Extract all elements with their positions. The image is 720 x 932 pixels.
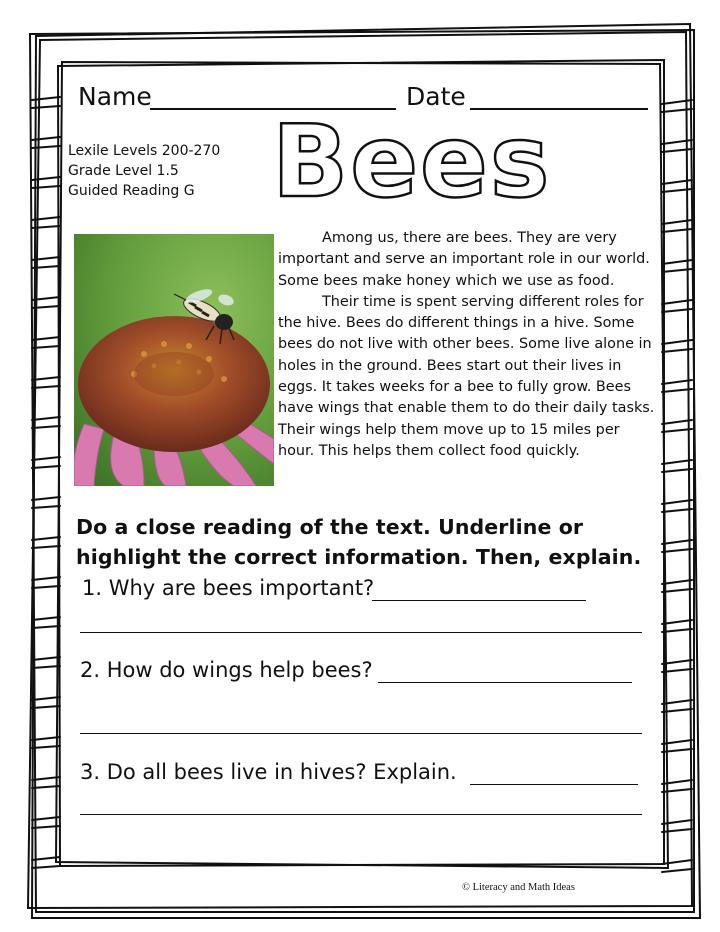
copyright-notice: © Literacy and Math Ideas — [462, 882, 575, 893]
border-rung — [32, 737, 60, 748]
border-rung — [32, 417, 60, 428]
border-rung — [662, 860, 692, 872]
question-2: 2. How do wings help bees? — [80, 658, 373, 682]
border-rung — [32, 697, 60, 708]
border-rung — [662, 460, 692, 472]
name-label: Name — [78, 82, 152, 111]
border-rung — [662, 500, 692, 512]
border-rung — [32, 657, 60, 668]
lexile-level: Lexile Levels 200-270 — [68, 143, 221, 159]
question-3: 3. Do all bees live in hives? Explain. — [80, 760, 457, 784]
border-rung — [32, 457, 60, 468]
date-label: Date — [406, 82, 466, 111]
answer-line-1b[interactable] — [80, 632, 642, 633]
bee-flower-photo — [74, 234, 274, 486]
border-rung — [32, 497, 60, 508]
reading-levels — [68, 141, 220, 201]
answer-line-1a[interactable] — [372, 600, 586, 601]
reading-passage — [278, 228, 658, 462]
border-rung — [32, 617, 60, 628]
border-rung — [32, 537, 60, 548]
answer-line-3b[interactable] — [80, 814, 642, 815]
guided-reading-level: Guided Reading G — [68, 183, 195, 199]
passage-paragraph: Their time is spent serving different roles for the hive. Bees do different things in a hive. Some bees do not live with other bees. Some live alone in holes in the ground. Bees start out their lives in eggs. It takes weeks for a bee to fully grow. Bees have wings that enable them to do their daily tasks. Their wings help them move up to 15 miles per hour. This helps them collect food quickly. — [278, 293, 655, 459]
answer-line-2b[interactable] — [80, 733, 642, 734]
passage-paragraph: Among us, there are bees. They are very important and serve an important role in our world. Some bees make honey which we use as food. — [278, 230, 650, 289]
question-1: 1. Why are bees important? — [82, 576, 375, 600]
border-rung — [662, 580, 692, 592]
border-rung — [32, 577, 60, 588]
border-rung — [662, 420, 692, 432]
border-rung — [662, 820, 692, 832]
border-rung — [32, 217, 60, 228]
answer-line-2a[interactable] — [378, 682, 632, 683]
grade-level: Grade Level 1.5 — [68, 163, 179, 179]
page-title: Bees — [272, 103, 552, 220]
answer-line-3a[interactable] — [470, 784, 638, 785]
instructions: Do a close reading of the text. Underline or highlight the correct information. Then, explain. — [76, 515, 642, 569]
